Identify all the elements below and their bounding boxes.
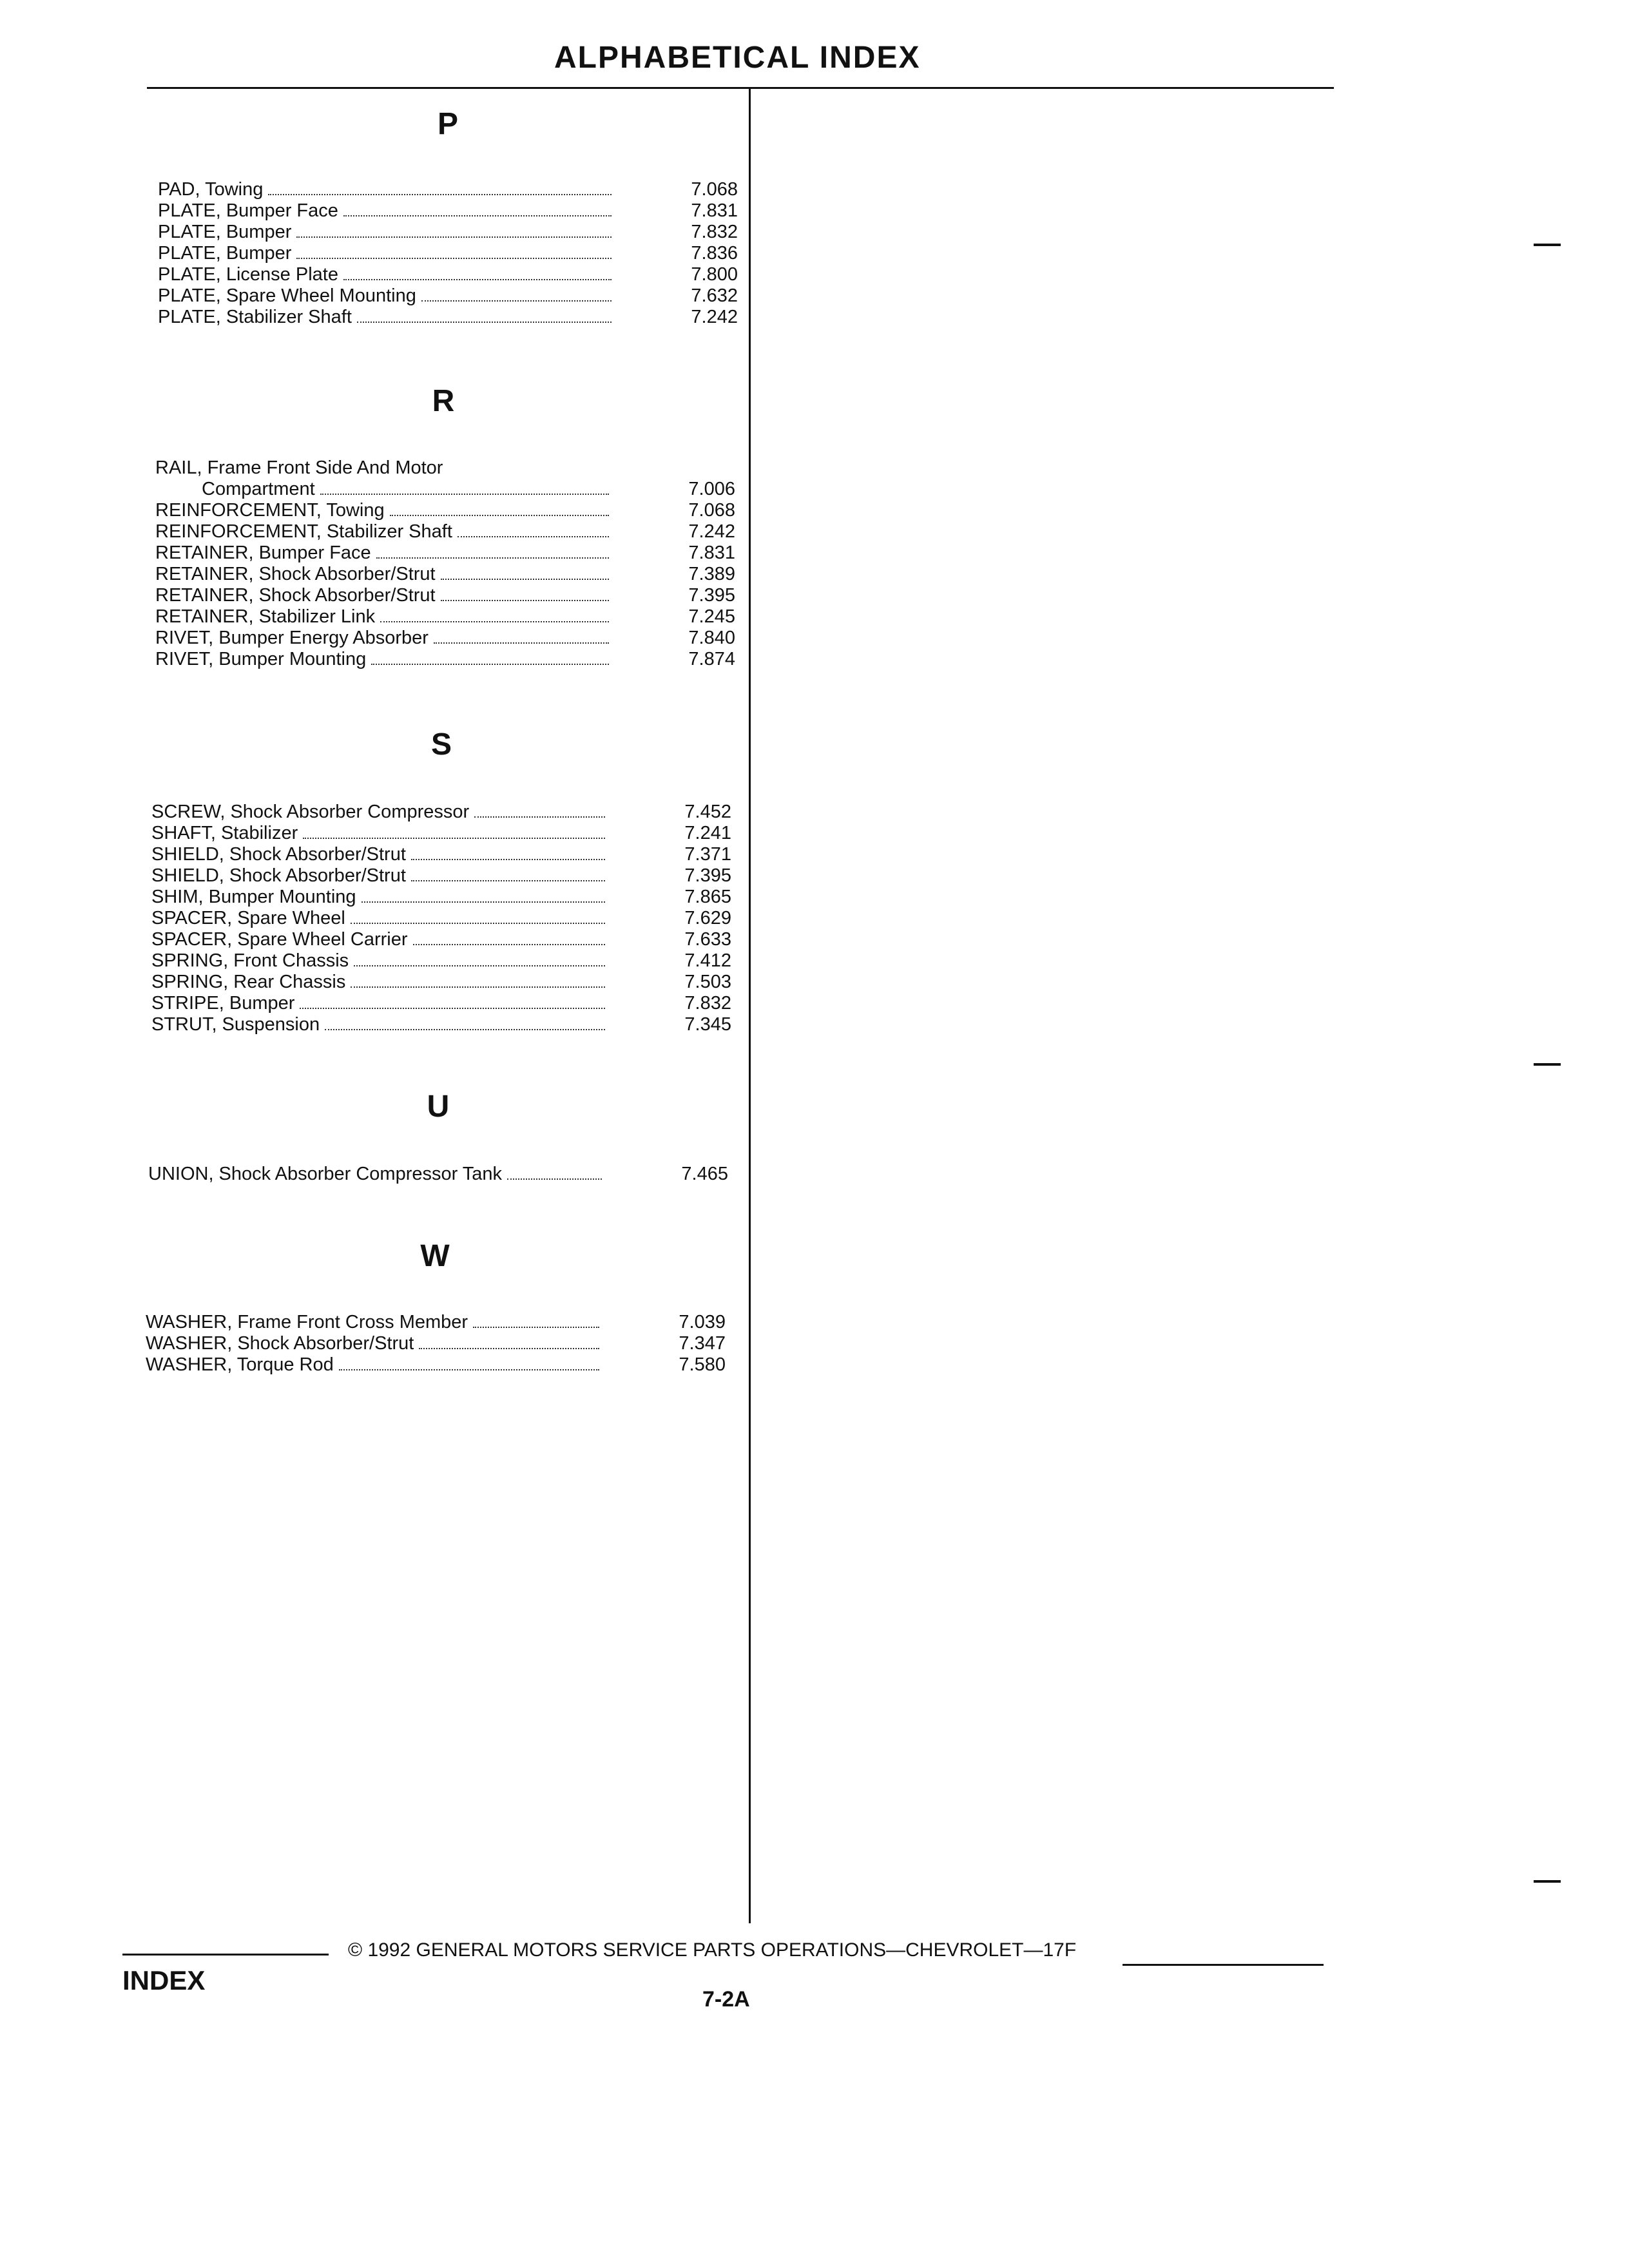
dot-leader — [339, 1369, 599, 1370]
entry-page: 7.632 — [691, 285, 738, 306]
index-entry — [146, 1354, 726, 1376]
footer-rule — [122, 1954, 329, 1956]
index-entry — [151, 887, 731, 908]
entry-label: RETAINER, Stabilizer Link — [155, 606, 376, 627]
section-letter: P — [437, 107, 458, 141]
entry-page: 7.832 — [691, 222, 738, 242]
dot-leader — [361, 901, 605, 903]
index-entry-heading — [155, 457, 735, 479]
entry-label: RIVET, Bumper Mounting — [155, 649, 367, 669]
entry-label: PLATE, License Plate — [158, 264, 338, 285]
dot-leader — [421, 300, 612, 302]
entry-page: 7.865 — [684, 887, 731, 907]
entry-label: WASHER, Frame Front Cross Member — [146, 1312, 468, 1332]
dot-leader — [357, 322, 612, 323]
entry-page: 7.006 — [688, 479, 735, 499]
dot-leader — [371, 664, 609, 665]
entry-page: 7.831 — [691, 200, 738, 221]
index-entry — [151, 908, 731, 929]
dot-leader — [354, 965, 605, 966]
dot-leader — [441, 579, 609, 580]
index-entry — [151, 972, 731, 993]
dot-leader — [411, 859, 605, 860]
entry-label: SPRING, Rear Chassis — [151, 972, 346, 992]
entry-page: 7.580 — [679, 1354, 726, 1375]
entry-list — [151, 802, 731, 1035]
footer-rule — [1123, 1964, 1324, 1966]
entry-page: 7.465 — [681, 1164, 728, 1184]
entry-label: PLATE, Spare Wheel Mounting — [158, 285, 416, 306]
entry-page: 7.840 — [688, 628, 735, 648]
index-entry — [151, 993, 731, 1014]
entry-label: UNION, Shock Absorber Compressor Tank — [148, 1164, 503, 1184]
dot-leader — [300, 1008, 605, 1009]
index-entry — [158, 307, 738, 328]
section-letter: W — [420, 1239, 450, 1273]
dot-leader — [268, 194, 612, 195]
entry-label: PLATE, Stabilizer Shaft — [158, 307, 352, 327]
dot-leader — [303, 838, 605, 839]
entry-page: 7.874 — [688, 649, 735, 669]
dot-leader — [474, 816, 605, 818]
entry-page: 7.629 — [684, 908, 731, 928]
entry-label: RETAINER, Shock Absorber/Strut — [155, 585, 436, 606]
index-entry — [155, 521, 735, 543]
margin-tick-mark — [1534, 1880, 1561, 1883]
entry-label: RETAINER, Shock Absorber/Strut — [155, 564, 436, 584]
entry-page: 7.395 — [684, 865, 731, 886]
entry-list — [148, 1164, 728, 1185]
entry-label: SHIELD, Shock Absorber/Strut — [151, 865, 406, 886]
dot-leader — [351, 923, 605, 924]
index-entry — [158, 285, 738, 307]
index-entry — [151, 1014, 731, 1035]
dot-leader — [325, 1029, 605, 1030]
entry-label: SCREW, Shock Absorber Compressor — [151, 802, 470, 822]
entry-page: 7.347 — [679, 1333, 726, 1354]
entry-page: 7.800 — [691, 264, 738, 285]
entry-label: SHAFT, Stabilizer — [151, 823, 298, 843]
dot-leader — [320, 494, 609, 495]
entry-page: 7.633 — [684, 929, 731, 950]
entry-label: WASHER, Torque Rod — [146, 1354, 334, 1375]
entry-page: 7.831 — [688, 543, 735, 563]
index-entry — [155, 649, 735, 670]
index-entry — [146, 1333, 726, 1354]
entry-label: REINFORCEMENT, Stabilizer Shaft — [155, 521, 452, 542]
index-entry — [155, 585, 735, 606]
section-letter: S — [430, 727, 452, 762]
entry-page: 7.039 — [679, 1312, 726, 1332]
copyright-text: © 1992 GENERAL MOTORS SERVICE PARTS OPERATIONS—CHEVROLET—17F — [348, 1939, 1077, 1961]
dot-leader — [411, 880, 605, 881]
index-entry — [151, 802, 731, 823]
entry-label: SHIELD, Shock Absorber/Strut — [151, 844, 406, 865]
entry-list — [155, 457, 735, 670]
entry-page: 7.452 — [684, 802, 731, 822]
page-title: ALPHABETICAL INDEX — [554, 41, 921, 75]
header-rule — [147, 87, 1334, 89]
index-entry — [155, 543, 735, 564]
dot-leader — [380, 621, 609, 622]
index-entry — [151, 950, 731, 972]
entry-page: 7.371 — [684, 844, 731, 865]
footer-section-name: INDEX — [122, 1965, 206, 1995]
index-entry — [155, 479, 735, 500]
entry-label: RAIL, Frame Front Side And Motor — [155, 457, 443, 478]
dot-leader — [458, 536, 609, 537]
column-divider — [749, 87, 751, 1923]
entry-page: 7.068 — [691, 179, 738, 200]
entry-label: RETAINER, Bumper Face — [155, 543, 371, 563]
entry-label: Compartment — [202, 479, 315, 499]
entry-label: WASHER, Shock Absorber/Strut — [146, 1333, 414, 1354]
dot-leader — [343, 215, 612, 216]
index-entry — [158, 179, 738, 200]
index-entry — [151, 844, 731, 865]
entry-label: SPACER, Spare Wheel — [151, 908, 345, 928]
entry-label: PLATE, Bumper — [158, 243, 292, 264]
section-letter: R — [432, 384, 455, 418]
entry-page: 7.242 — [688, 521, 735, 542]
dot-leader — [441, 600, 609, 601]
entry-label: REINFORCEMENT, Towing — [155, 500, 385, 521]
entry-page: 7.245 — [688, 606, 735, 627]
index-entry — [155, 628, 735, 649]
entry-label: SPRING, Front Chassis — [151, 950, 349, 971]
dot-leader — [296, 258, 612, 259]
entry-page: 7.241 — [684, 823, 731, 843]
entry-page: 7.832 — [684, 993, 731, 1014]
entry-page: 7.345 — [684, 1014, 731, 1035]
entry-page: 7.395 — [688, 585, 735, 606]
entry-label: PAD, Towing — [158, 179, 264, 200]
margin-tick-mark — [1534, 244, 1561, 246]
entry-page: 7.836 — [691, 243, 738, 264]
index-entry — [151, 929, 731, 950]
index-entry — [158, 264, 738, 285]
entry-label: STRUT, Suspension — [151, 1014, 320, 1035]
entry-page: 7.068 — [688, 500, 735, 521]
entry-label: PLATE, Bumper — [158, 222, 292, 242]
dot-leader — [507, 1178, 602, 1180]
entry-label: STRIPE, Bumper — [151, 993, 295, 1014]
entry-label: SPACER, Spare Wheel Carrier — [151, 929, 408, 950]
dot-leader — [351, 986, 605, 988]
index-entry — [158, 200, 738, 222]
dot-leader — [473, 1327, 599, 1328]
entry-page: 7.412 — [684, 950, 731, 971]
dot-leader — [390, 515, 609, 516]
margin-tick-mark — [1534, 1063, 1561, 1066]
index-entry — [151, 823, 731, 844]
dot-leader — [434, 642, 609, 644]
index-entry — [146, 1312, 726, 1333]
index-entry — [151, 865, 731, 887]
index-entry — [148, 1164, 728, 1185]
dot-leader — [296, 236, 612, 238]
index-entry — [155, 564, 735, 585]
section-letter: U — [427, 1090, 450, 1124]
dot-leader — [419, 1348, 599, 1349]
entry-label: SHIM, Bumper Mounting — [151, 887, 356, 907]
entry-list — [158, 179, 738, 328]
index-entry — [158, 222, 738, 243]
page-number: 7-2A — [702, 1987, 750, 2012]
index-entry — [158, 243, 738, 264]
dot-leader — [376, 557, 609, 559]
entry-page: 7.503 — [684, 972, 731, 992]
entry-list — [146, 1312, 726, 1376]
index-entry — [155, 500, 735, 521]
dot-leader — [343, 279, 612, 280]
entry-page: 7.242 — [691, 307, 738, 327]
index-entry — [155, 606, 735, 628]
entry-label: PLATE, Bumper Face — [158, 200, 338, 221]
dot-leader — [413, 944, 605, 945]
entry-page: 7.389 — [688, 564, 735, 584]
entry-label: RIVET, Bumper Energy Absorber — [155, 628, 429, 648]
